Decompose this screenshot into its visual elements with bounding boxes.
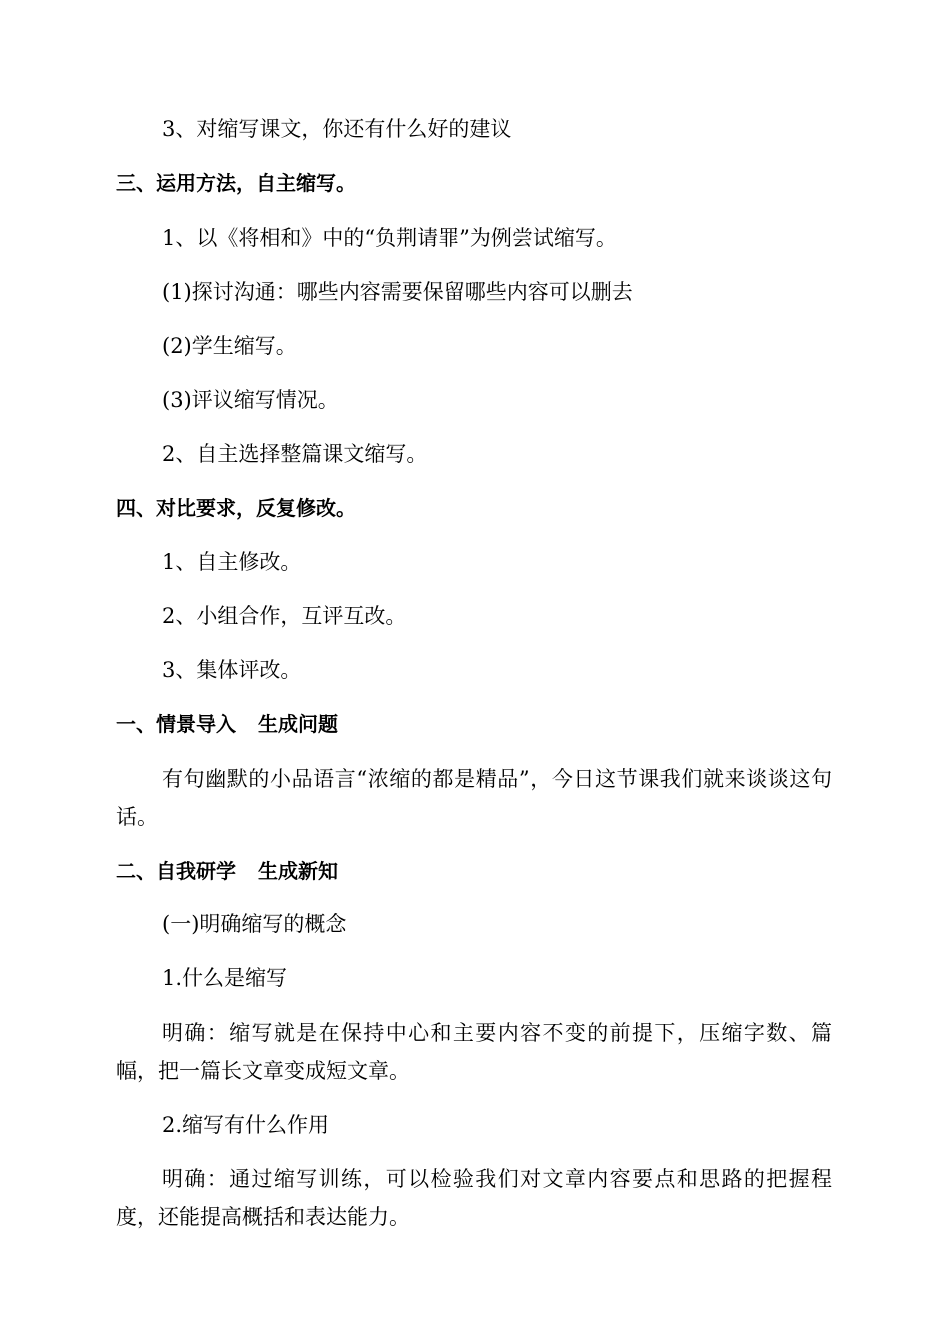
purpose-paragraph: 明确：通过缩写训练，可以检验我们对文章内容要点和思路的把握程度，还能提高概括和表达能力。 — [116, 1167, 832, 1229]
list-item: 1、自主修改。 — [162, 550, 302, 574]
list-item: (2)学生缩写。 — [162, 334, 297, 358]
intro-paragraph: 有句幽默的小品语言“浓缩的都是精品”，今日这节课我们就来谈谈这句话。 — [116, 767, 832, 829]
definition-paragraph: 明确：缩写就是在保持中心和主要内容不变的前提下，压缩字数、篇幅，把一篇长文章变成短文章。 — [116, 1021, 832, 1083]
list-item: (一)明确缩写的概念 — [162, 912, 347, 936]
section-heading-1 — [116, 705, 832, 744]
list-item: 2、小组合作，互评互改。 — [162, 604, 407, 628]
section-heading-4: 四、对比要求，反复修改。 — [116, 496, 356, 520]
list-item: 3、集体评改。 — [162, 658, 302, 682]
heading-part: 一、情景导入 — [116, 712, 236, 736]
section-heading-2 — [116, 852, 832, 891]
heading-part: 二、自我研学 — [116, 859, 236, 883]
section-heading-3: 三、运用方法，自主缩写。 — [116, 171, 356, 195]
list-item: 1、以《将相和》中的“负荆请罪”为例尝试缩写。 — [162, 226, 617, 250]
list-item: (1)探讨沟通：哪些内容需要保留哪些内容可以删去 — [162, 280, 633, 304]
list-item: 1.什么是缩写 — [162, 966, 288, 990]
list-item: (3)评议缩写情况。 — [162, 388, 339, 412]
heading-part: 生成问题 — [258, 712, 338, 736]
heading-part: 生成新知 — [258, 859, 338, 883]
list-item: 2.缩写有什么作用 — [162, 1113, 330, 1137]
suggestion-item: 3、对缩写课文，你还有什么好的建议 — [162, 117, 512, 141]
list-item: 2、自主选择整篇课文缩写。 — [162, 442, 428, 466]
